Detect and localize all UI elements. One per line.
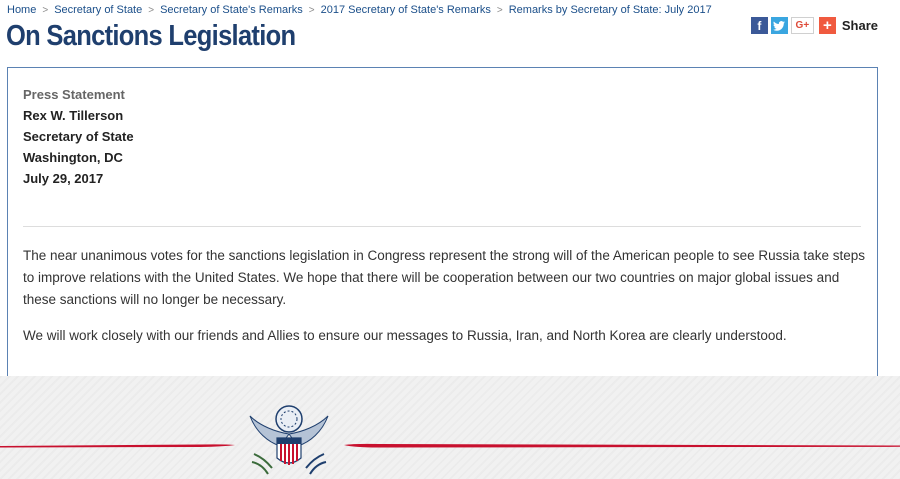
google-plus-icon[interactable]: G+ (791, 17, 814, 34)
statement-position: Secretary of State (23, 129, 134, 144)
breadcrumb-separator: > (496, 5, 503, 16)
facebook-icon[interactable]: f (751, 17, 768, 34)
breadcrumb-separator: > (42, 5, 49, 16)
statement-location: Washington, DC (23, 150, 123, 165)
statement-body (23, 245, 868, 361)
footer (0, 376, 900, 479)
press-statement-box (7, 67, 878, 377)
breadcrumb-separator: > (308, 5, 315, 16)
statement-date: July 29, 2017 (23, 171, 104, 186)
breadcrumb-separator: > (148, 5, 155, 16)
statement-meta (23, 84, 134, 189)
body-paragraph: We will work closely with our friends and Allies to ensure our messages to Russia, Iran, and North Korea are clearly understood. (23, 328, 787, 343)
breadcrumb-secretary-of-state[interactable]: Secretary of State (54, 4, 143, 16)
breadcrumb-home[interactable]: Home (7, 4, 37, 16)
twitter-icon[interactable] (771, 17, 788, 34)
statement-type: Press Statement (23, 87, 125, 102)
breadcrumb-july-2017[interactable]: Remarks by Secretary of State: July 2017 (508, 4, 712, 16)
breadcrumb-remarks[interactable]: Secretary of State's Remarks (160, 4, 303, 16)
statement-author[interactable]: Rex W. Tillerson (23, 108, 124, 123)
body-paragraph: The near unanimous votes for the sanctions legislation in Congress represent the strong will of the American people to see Russia take steps to improve relations with the United States. We hope that there will be cooperation between our two countries on major global issues and these sanctions will no longer be necessary. (23, 248, 865, 307)
breadcrumb-2017-remarks[interactable]: 2017 Secretary of State's Remarks (320, 4, 491, 16)
breadcrumb (7, 4, 712, 16)
footer-swoosh-right (344, 438, 900, 452)
great-seal-icon (246, 402, 332, 479)
share-bar (751, 17, 878, 34)
footer-swoosh-left (0, 438, 235, 452)
page-title: On Sanctions Legislation (6, 20, 296, 52)
divider (23, 226, 861, 227)
share-label[interactable]: Share (841, 18, 878, 33)
add-share-icon[interactable]: + (819, 17, 836, 34)
